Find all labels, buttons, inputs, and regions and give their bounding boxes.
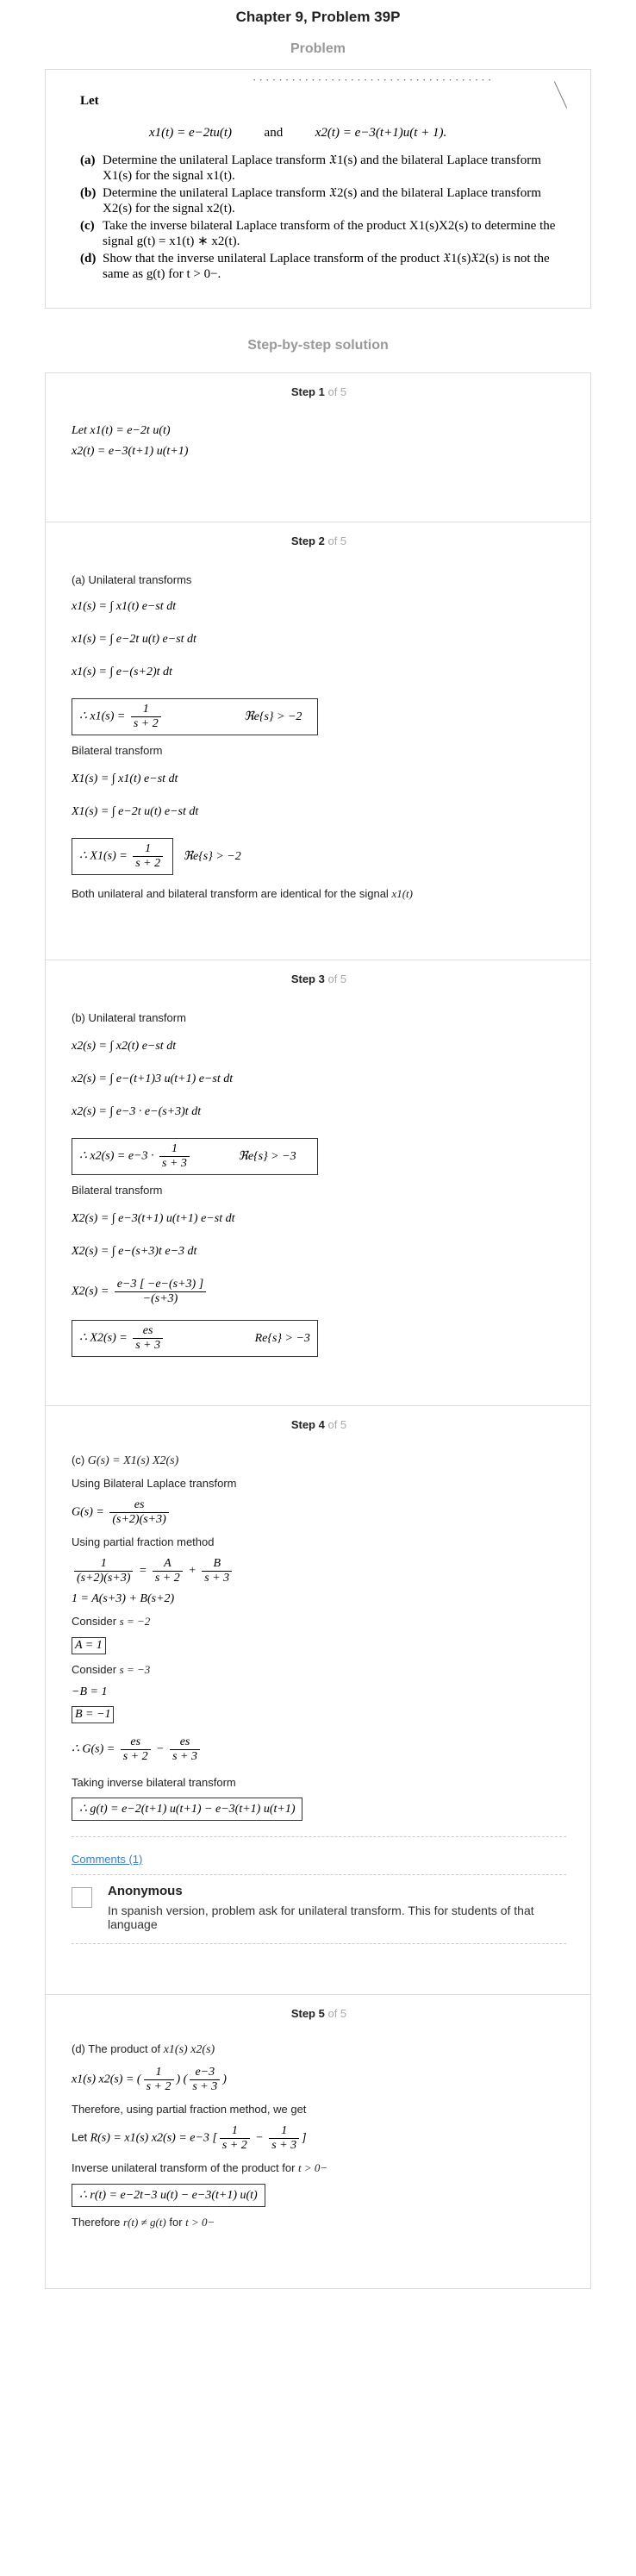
problem-let: Let	[80, 94, 99, 108]
step4-text: Taking inverse bilateral transform	[72, 1776, 236, 1789]
step1-line: Let x1(t) = e−2t u(t)	[72, 424, 171, 437]
step3-eq: X2(s) = ∫ e−(s+3)t e−3 dt	[72, 1245, 197, 1258]
steps-container	[45, 372, 591, 2289]
step1-line: x2(t) = e−3(t+1) u(t+1)	[72, 445, 189, 458]
step-5	[46, 1995, 590, 2288]
comment-text: In spanish version, problem ask for unilateral transform. This for students of that language	[108, 1904, 534, 1931]
step4-final-box: ∴ g(t) = e−2(t+1) u(t+1) − e−3(t+1) u(t+1)	[72, 1798, 566, 1821]
step3-eq: x2(s) = ∫ e−3 · e−(s+3)t dt	[72, 1105, 202, 1118]
step3-eq: X2(s) = ∫ e−3(t+1) u(t+1) e−st dt	[72, 1212, 235, 1225]
step-4	[46, 1406, 590, 1995]
step5-d-line: (d) The product of x1(s) x2(s)	[72, 2042, 215, 2056]
step2-eq: X1(s) = ∫ x1(t) e−st dt	[72, 772, 178, 785]
problem-eq-and: and	[264, 126, 284, 140]
step2-result-box: ∴ x1(s) = $\frac{1}{s + 2}$ ℜe{s} > −2	[72, 698, 566, 735]
step5-eq: Let R(s) = x1(s) x2(s) = e−3 [ $\frac{1}{s + 2}$ − $\frac{1}{s + 3}$ ]	[72, 2124, 307, 2152]
step3-eq: X2(s) = $\frac{e-3 [ -e-(s+3) ]}{-(s+3)}$	[72, 1278, 566, 1306]
step2-a-label: (a) Unilateral transforms	[72, 573, 192, 586]
step4-eq: $\frac{1}{(s+2)(s+3)}$ = $\frac{A}{s + 2}$ + $\frac{B}{s + 3}$	[72, 1557, 566, 1585]
step-1	[46, 373, 590, 522]
problem-eq1: x1(t) = e−2tu(t)	[149, 126, 233, 140]
problem-eq2: x2(t) = e−3(t+1)u(t + 1).	[315, 126, 447, 140]
step3-result-box: ∴ x2(s) = e−3 · $\frac{1}{s + 3}$ ℜe{s} > −3	[72, 1138, 566, 1175]
step4-consider: Consider s = −2	[72, 1615, 151, 1628]
step-heading: Step 5 of 5	[290, 2007, 347, 2020]
step4-eq: 1 = A(s+3) + B(s+2)	[72, 1592, 175, 1605]
comments-link[interactable]: Comments (1)	[72, 1853, 143, 1866]
step-heading: Step 4 of 5	[290, 1418, 347, 1431]
step2-eq: x1(s) = ∫ x1(t) e−st dt	[72, 600, 177, 613]
step4-text: Using partial fraction method	[72, 1535, 215, 1548]
cropped-text: · · · · · · · · · · · · · · · · · · · · · · · · · · · · · · · · · · · · ·	[253, 73, 492, 86]
step4-text: Using Bilateral Laplace transform	[72, 1477, 237, 1490]
comment-author: Anonymous	[108, 1884, 183, 1898]
step-3	[46, 960, 590, 1406]
step4-eq: ∴ G(s) = $\frac{es}{s + 2}$ − $\frac{es}{s + 3}$	[72, 1735, 566, 1764]
step4-boxed: A = 1	[72, 1637, 566, 1654]
step4-consider: Consider s = −3	[72, 1663, 151, 1676]
step4-eq: −B = 1	[72, 1685, 108, 1698]
problem-item: (b) Determine the unilateral Laplace transform 𝔛2(s) and the bilateral Laplace transform X2(s) for the signal x2(t).	[80, 186, 541, 216]
step2-eq: x1(s) = ∫ e−(s+2)t dt	[72, 666, 172, 678]
comment	[72, 1884, 566, 1931]
step2-eq: x1(s) = ∫ e−2t u(t) e−st dt	[72, 633, 196, 646]
step2-eq: X1(s) = ∫ e−2t u(t) e−st dt	[72, 805, 199, 818]
step5-final-box: ∴ r(t) = e−2t−3 u(t) − e−3(t+1) u(t)	[72, 2184, 566, 2207]
problem-item: (a) Determine the unilateral Laplace transform 𝔛1(s) and the bilateral Laplace transform X1(s) for the signal x1(t).	[80, 153, 541, 183]
divider	[72, 1836, 566, 1837]
step3-result-box: ∴ X2(s) = $\frac{es}{s + 3}$ Re{s} > −3	[72, 1320, 566, 1357]
step4-eq: G(s) = $\frac{es}{(s+2)(s+3)}$	[72, 1498, 566, 1527]
step-heading: Step 3 of 5	[290, 972, 347, 985]
step3-eq: x2(s) = ∫ x2(t) e−st dt	[72, 1040, 177, 1053]
divider	[72, 1874, 566, 1875]
step5-text: Inverse unilateral transform of the product for t > 0−	[72, 2161, 328, 2174]
divider	[72, 1943, 566, 1944]
step5-conclusion: Therefore r(t) ≠ g(t) for t > 0−	[72, 2216, 215, 2229]
step-heading: Step 1 of 5	[290, 385, 347, 398]
step2-bilateral-label: Bilateral transform	[72, 744, 163, 757]
comment-avatar	[72, 1887, 92, 1908]
problem-item: (c) Take the inverse bilateral Laplace transform of the product X1(s)X2(s) to determine the signal g(t) = x1(t) ∗ x2(t).	[80, 219, 556, 248]
step4-boxed: B = −1	[72, 1706, 566, 1723]
page-title: Chapter 9, Problem 39P	[235, 9, 401, 25]
problem-card	[45, 69, 591, 309]
step2-result-box: ∴ X1(s) = $\frac{1}{s + 2}$ ℜe{s} > −2	[72, 838, 566, 875]
problem-item: (d) Show that the inverse unilateral Laplace transform of the product 𝔛1(s)𝔛2(s) is not the same as g(t) for t > 0−.	[80, 252, 550, 281]
step2-note: Both unilateral and bilateral transform are identical for the signal x1(t)	[72, 887, 413, 900]
step-2	[46, 522, 590, 960]
solution-section-label: Step-by-step solution	[247, 338, 389, 353]
step3-bilateral-label: Bilateral transform	[72, 1184, 163, 1197]
step5-text: Therefore, using partial fraction method, we get	[72, 2103, 307, 2116]
step-heading: Step 2 of 5	[290, 535, 347, 547]
problem-equations	[149, 126, 573, 141]
step4-c-line: (c) G(s) = X1(s) X2(s)	[72, 1454, 179, 1467]
step3-b-label: (b) Unilateral transform	[72, 1011, 186, 1024]
step3-eq: x2(s) = ∫ e−(t+1)3 u(t+1) e−st dt	[72, 1072, 234, 1085]
problem-section-label: Problem	[290, 41, 346, 56]
step5-eq: x1(s) x2(s) = ( $\frac{1}{s + 2}$ ) ( $\frac{e-3}{s + 3}$ )	[72, 2066, 227, 2093]
